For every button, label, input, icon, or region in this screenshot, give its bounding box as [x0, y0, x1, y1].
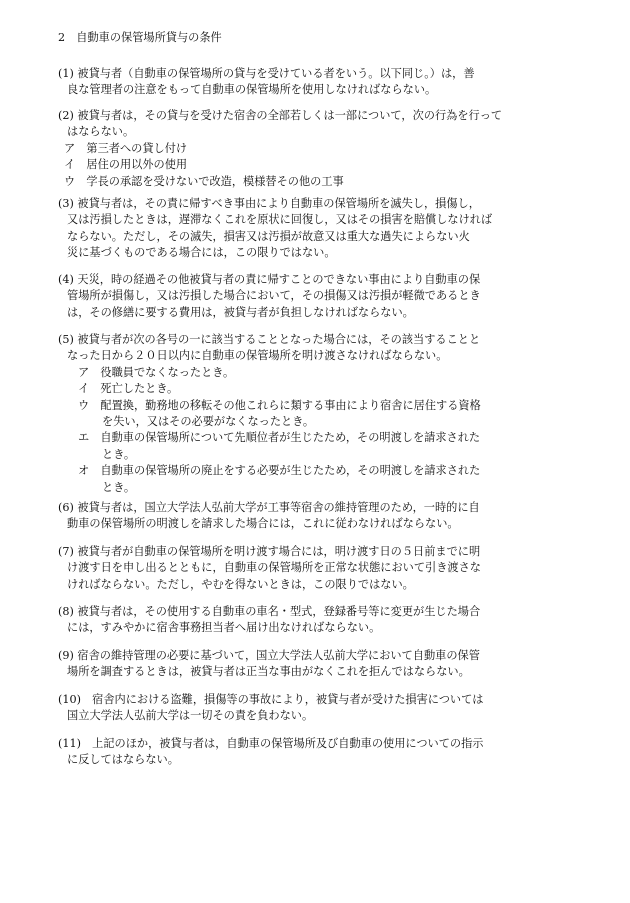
- clause-line: 動車の保管場所の明渡しを請求した場合には，これに従わなければならない。: [67, 517, 459, 531]
- sub-item: ウ 学長の承認を受けないで改造，模様替その他の工事: [64, 174, 344, 188]
- clause-line: 管場所が損傷し，又は汚損した場合において，その損傷又は汚損が軽微であるとき: [67, 289, 481, 303]
- clause-line: (5) 被貸与者が次の各号の一に該当することとなった場合には，その該当することと: [58, 333, 481, 346]
- sub-item: イ 居住の用以外の使用: [64, 158, 188, 172]
- sub-item: オ 自動車の保管場所の廃止をする必要が生じたため，その明渡しを請求された: [78, 464, 481, 478]
- clause-line: (10) 宿舎内における盗難，損傷等の事故により，被貸与者が受けた損害については: [58, 693, 484, 706]
- clause-9: [58, 648, 538, 681]
- clause-2: [58, 108, 538, 190]
- clause-3: [58, 196, 538, 262]
- sub-item-continuation: とき。: [102, 480, 136, 494]
- clause-1: [58, 66, 538, 99]
- clause-line: (3) 被貸与者は，その責に帰すべき事由により自動車の保管場所を滅失し，損傷し，: [58, 197, 480, 210]
- sub-item: イ 死亡したとき。: [78, 382, 179, 396]
- clause-line: はならない。: [67, 125, 135, 139]
- section-heading: 2 自動車の保管場所貸与の条件: [58, 31, 222, 44]
- clause-line: (6) 被貸与者は，国立大学法人弘前大学が工事等宿舎の維持管理のため，一時的に自: [58, 501, 480, 514]
- clause-line: 良な管理者の注意をもって自動車の保管場所を使用しなければならない。: [67, 83, 437, 97]
- clause-line: 場所を調査するときは，被貸与者は正当な事由がなくこれを拒んではならない。: [67, 665, 470, 679]
- clause-5: [58, 332, 538, 496]
- clause-line: は，その修繕に要する費用は，被貸与者が負担しなければならない。: [67, 305, 414, 319]
- clause-6: [58, 500, 538, 533]
- clause-11: [58, 736, 538, 769]
- clause-line: 又は汚損したときは，遅滞なくこれを原状に回復し，又はその損害を賠償しなければ: [67, 213, 493, 227]
- clause-8: [58, 604, 538, 637]
- sub-item: ア 役職員でなくなったとき。: [78, 365, 235, 379]
- sub-item: ウ 配置換，勤務地の移転その他これらに類する事由により宿舎に居住する資格: [78, 398, 481, 412]
- sub-item-continuation: を失い，又はその必要がなくなったとき。: [102, 414, 315, 428]
- clause-4: [58, 272, 538, 321]
- clause-10: [58, 692, 538, 725]
- clause-line: (1) 被貸与者（自動車の保管場所の貸与を受けている者をいう。以下同じ。）は，善: [58, 67, 475, 80]
- clause-line: (2) 被貸与者は，その貸与を受けた宿舎の全部若しくは一部について，次の行為を行って: [58, 109, 503, 122]
- clause-line: なった日から２０日以内に自動車の保管場所を明け渡さなければならない。: [67, 349, 448, 363]
- clause-line: に反してはならない。: [67, 753, 179, 767]
- sub-item-continuation: とき。: [102, 447, 136, 461]
- clause-line: (4) 天災，時の経過その他被貸与者の責に帰すことのできない事由により自動車の保: [58, 273, 481, 286]
- clause-line: け渡す日を申し出るとともに，自動車の保管場所を正常な状態において引き渡さな: [67, 561, 481, 575]
- clause-line: には，すみやかに宿舎事務担当者へ届け出なければならない。: [67, 621, 381, 635]
- clause-line: ければならない。ただし，やむを得ないときは，この限りではない。: [67, 577, 414, 591]
- clause-line: 国立大学法人弘前大学は一切その責を負わない。: [67, 709, 314, 723]
- clause-line: (7) 被貸与者が自動車の保管場所を明け渡す場合には，明け渡す日の５日前までに明: [58, 545, 481, 558]
- clause-line: (9) 宿舎の維持管理の必要に基づいて，国立大学法人弘前大学において自動車の保管: [58, 649, 480, 662]
- clause-line: ならない。ただし，その滅失，損害又は汚損が故意又は重大な過失によらない火: [67, 229, 470, 243]
- clause-line: 災に基づくものである場合には，この限りではない。: [67, 246, 336, 260]
- clause-line: (8) 被貸与者は，その使用する自動車の車名・型式，登録番号等に変更が生じた場合: [58, 605, 481, 618]
- sub-item: ア 第三者への貸し付け: [64, 141, 188, 155]
- sub-item: エ 自動車の保管場所について先順位者が生じたため，その明渡しを請求された: [78, 431, 481, 445]
- clause-7: [58, 544, 538, 593]
- clause-line: (11) 上記のほか，被貸与者は，自動車の保管場所及び自動車の使用についての指示: [58, 737, 484, 750]
